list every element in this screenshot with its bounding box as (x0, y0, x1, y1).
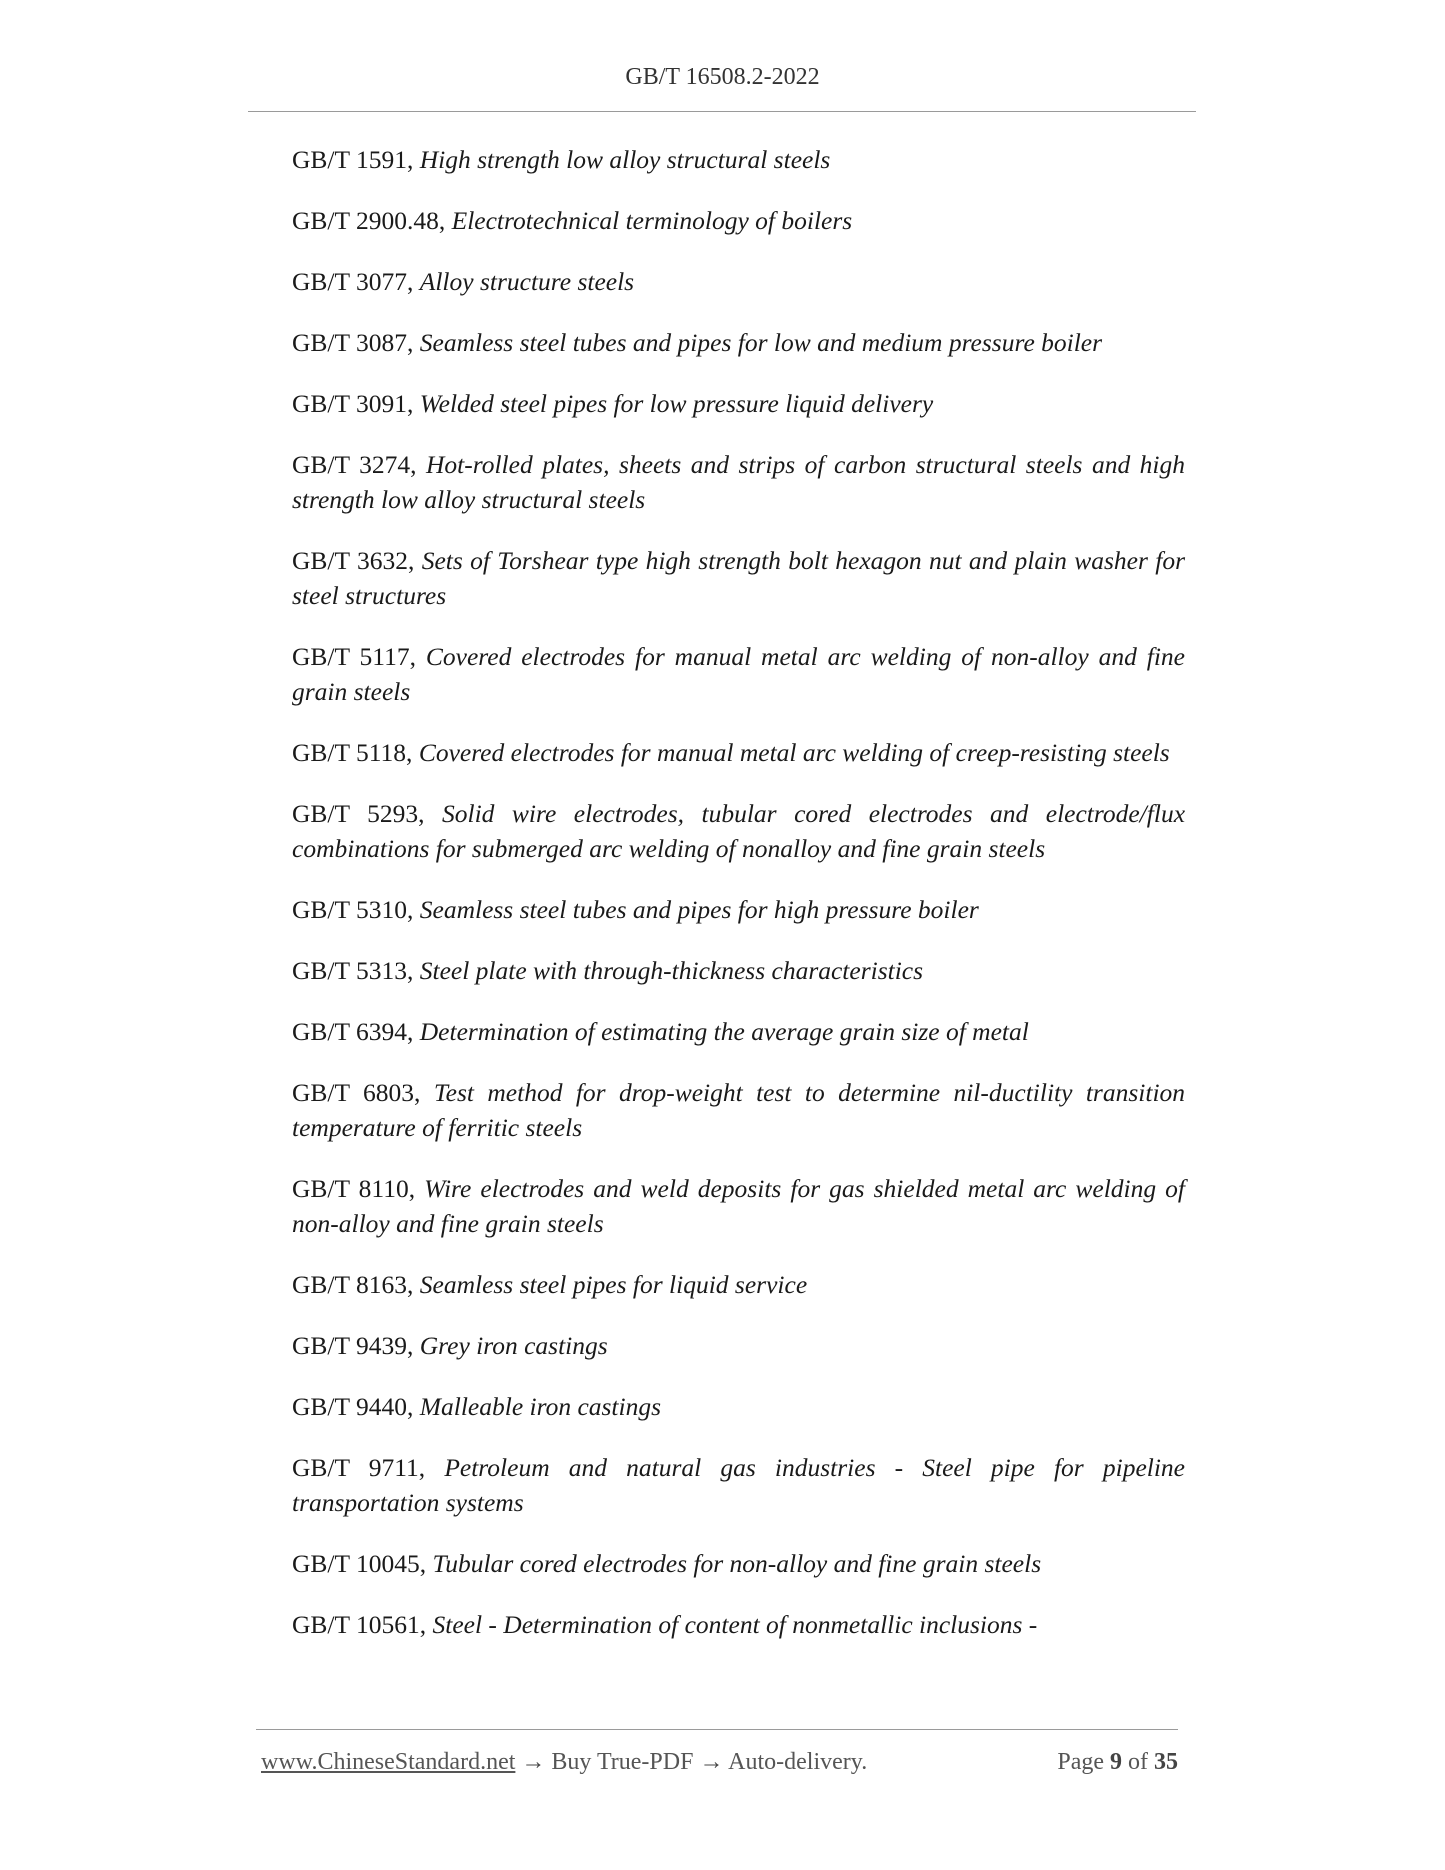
reference-title: Steel - Determination of content of nonmetallic inclusions - (432, 1610, 1038, 1639)
reference-item (292, 892, 1185, 927)
reference-code: GB/T 1591, (292, 145, 414, 174)
reference-code: GB/T 3077, (292, 267, 414, 296)
reference-title: Malleable iron castings (419, 1392, 662, 1421)
reference-code: GB/T 5310, (292, 895, 414, 924)
reference-title: Seamless steel pipes for liquid service (419, 1270, 808, 1299)
reference-code: GB/T 3274, (292, 450, 417, 479)
reference-title: Solid wire electrodes, tubular cored electrodes and electrode/flux combinations for submerged arc welding of nonalloy and fine grain steels (292, 799, 1186, 863)
reference-code: GB/T 5118, (292, 738, 413, 767)
reference-title: Sets of Torshear type high strength bolt hexagon nut and plain washer for steel structures (292, 546, 1186, 610)
page-header (0, 64, 1445, 91)
reference-title: Seamless steel tubes and pipes for high pressure boiler (419, 895, 979, 924)
reference-title: Grey iron castings (419, 1331, 608, 1360)
reference-code: GB/T 10561, (292, 1610, 427, 1639)
reference-title: Steel plate with through-thickness characteristics (419, 956, 924, 985)
reference-title: Tubular cored electrodes for non-alloy and fine grain steels (432, 1549, 1042, 1578)
normative-references-list (292, 142, 1185, 1668)
reference-title: Petroleum and natural gas industries - Steel pipe for pipeline transportation systems (292, 1453, 1186, 1517)
reference-code: GB/T 6803, (292, 1078, 421, 1107)
reference-item (292, 1450, 1185, 1520)
reference-title: Covered electrodes for manual metal arc welding of creep-resisting steels (418, 738, 1170, 767)
reference-item (292, 1267, 1185, 1302)
reference-item (292, 1389, 1185, 1424)
reference-title: Welded steel pipes for low pressure liquid delivery (419, 389, 934, 418)
reference-title: Test method for drop-weight test to determine nil-ductility transition temperature of ferritic steels (292, 1078, 1186, 1142)
page-number: 9 (1110, 1749, 1122, 1775)
reference-item (292, 1075, 1185, 1145)
header-divider (248, 111, 1196, 112)
reference-item (292, 142, 1185, 177)
reference-code: GB/T 9711, (292, 1453, 426, 1482)
reference-title: Seamless steel tubes and pipes for low and medium pressure boiler (419, 328, 1103, 357)
reference-code: GB/T 3632, (292, 546, 415, 575)
reference-item (292, 735, 1185, 770)
reference-title: Alloy structure steels (419, 267, 635, 296)
reference-item (292, 447, 1185, 517)
reference-item (292, 796, 1185, 866)
reference-item (292, 1171, 1185, 1241)
reference-code: GB/T 5313, (292, 956, 414, 985)
document-id: GB/T 16508.2-2022 (625, 64, 820, 90)
reference-code: GB/T 5293, (292, 799, 425, 828)
reference-item (292, 386, 1185, 421)
reference-item (292, 1546, 1185, 1581)
reference-item (292, 1014, 1185, 1049)
total-pages: 35 (1154, 1749, 1178, 1775)
reference-title: Covered electrodes for manual metal arc welding of non-alloy and fine grain steels (292, 642, 1186, 706)
reference-title: High strength low alloy structural steels (419, 145, 831, 174)
reference-item (292, 325, 1185, 360)
reference-code: GB/T 10045, (292, 1549, 427, 1578)
arrow-right-icon: → (699, 1749, 724, 1775)
page-footer (261, 1749, 1178, 1776)
reference-title: Determination of estimating the average grain size of metal (419, 1017, 1029, 1046)
reference-code: GB/T 9440, (292, 1392, 414, 1421)
footer-promo (261, 1749, 867, 1776)
reference-item (292, 543, 1185, 613)
reference-code: GB/T 8110, (292, 1174, 416, 1203)
reference-code: GB/T 3087, (292, 328, 414, 357)
page-label: Page (1057, 1749, 1104, 1775)
reference-item (292, 203, 1185, 238)
footer-divider (256, 1729, 1178, 1730)
reference-item (292, 1328, 1185, 1363)
reference-title: Wire electrodes and weld deposits for gas shielded metal arc welding of non-alloy and fine grain steels (292, 1174, 1186, 1238)
reference-code: GB/T 9439, (292, 1331, 414, 1360)
reference-code: GB/T 6394, (292, 1017, 414, 1046)
reference-code: GB/T 2900.48, (292, 206, 446, 235)
of-label: of (1128, 1749, 1148, 1775)
reference-code: GB/T 5117, (292, 642, 416, 671)
reference-code: GB/T 8163, (292, 1270, 414, 1299)
arrow-right-icon: → (521, 1749, 546, 1775)
reference-item (292, 953, 1185, 988)
delivery-text: Auto-delivery. (728, 1749, 868, 1775)
reference-item (292, 639, 1185, 709)
reference-code: GB/T 3091, (292, 389, 414, 418)
reference-item (292, 264, 1185, 299)
reference-title: Electrotechnical terminology of boilers (451, 206, 853, 235)
buy-text: Buy True-PDF (551, 1749, 694, 1775)
reference-title: Hot-rolled plates, sheets and strips of carbon structural steels and high strength low alloy structural steels (292, 450, 1186, 514)
reference-item (292, 1607, 1185, 1642)
site-link[interactable]: www.ChineseStandard.net (261, 1749, 516, 1775)
page-indicator (1057, 1749, 1178, 1776)
